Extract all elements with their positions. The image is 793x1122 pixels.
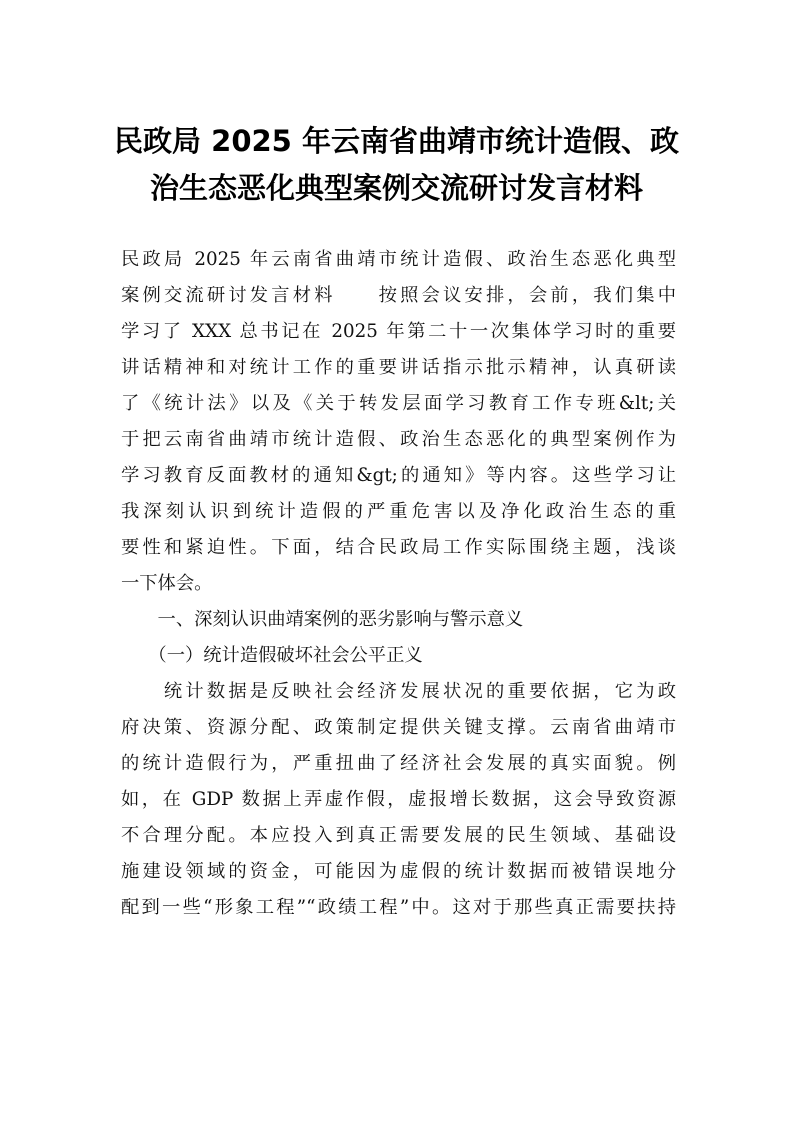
paragraph-line: 学习了 XXX 总书记在 2025 年第二十一次集体学习时的重要 <box>121 321 676 342</box>
paragraph-line: 学习教育反面教材的通知&gt;的通知》等内容。这些学习让 <box>121 465 676 486</box>
document-title <box>100 118 693 212</box>
paragraph-line: 讲话精神和对统计工作的重要讲话指示批示精神，认真研读 <box>121 357 676 378</box>
paragraph-line: 府决策、资源分配、政策制定提供关键支撑。云南省曲靖市 <box>121 717 676 738</box>
paragraph-line: 于把云南省曲靖市统计造假、政治生态恶化的典型案例作为 <box>121 429 676 450</box>
paragraph-line: 施建设领域的资金，可能因为虚假的统计数据而被错误地分 <box>121 861 676 882</box>
paragraph-line: 民政局 2025 年云南省曲靖市统计造假、政治生态恶化典型 <box>121 249 676 270</box>
paragraph-line: 不合理分配。本应投入到真正需要发展的民生领域、基础设 <box>121 825 676 846</box>
paragraph-line: 了《统计法》以及《关于转发层面学习教育工作专班&lt;关 <box>121 393 676 414</box>
paragraph-line: 我深刻认识到统计造假的严重危害以及净化政治生态的重 <box>121 501 676 522</box>
paragraph-line: 一下体会。 <box>121 573 213 594</box>
paragraph-line: 配到一些“形象工程”“政绩工程”中。这对于那些真正需要扶持 <box>121 897 676 918</box>
paragraph-line: 统计数据是反映社会经济发展状况的重要依据，它为政 <box>121 681 676 702</box>
section-heading: 一、深刻认识曲靖案例的恶劣影响与警示意义 <box>121 609 524 630</box>
subsection-heading: （一）统计造假破坏社会公平正义 <box>121 645 423 666</box>
paragraph-line: 如，在 GDP 数据上弄虚作假，虚报增长数据，这会导致资源 <box>121 789 676 810</box>
paragraph-line: 案例交流研讨发言材料 按照会议安排，会前，我们集中 <box>121 285 676 306</box>
title-line-2: 治生态恶化典型案例交流研讨发言材料 <box>149 171 643 205</box>
title-line-1: 民政局 2025 年云南省曲靖市统计造假、政 <box>114 124 679 158</box>
paragraph-line: 要性和紧迫性。下面，结合民政局工作实际围绕主题，浅谈 <box>121 537 676 558</box>
paragraph-line: 的统计造假行为，严重扭曲了经济社会发展的真实面貌。例 <box>121 753 676 774</box>
